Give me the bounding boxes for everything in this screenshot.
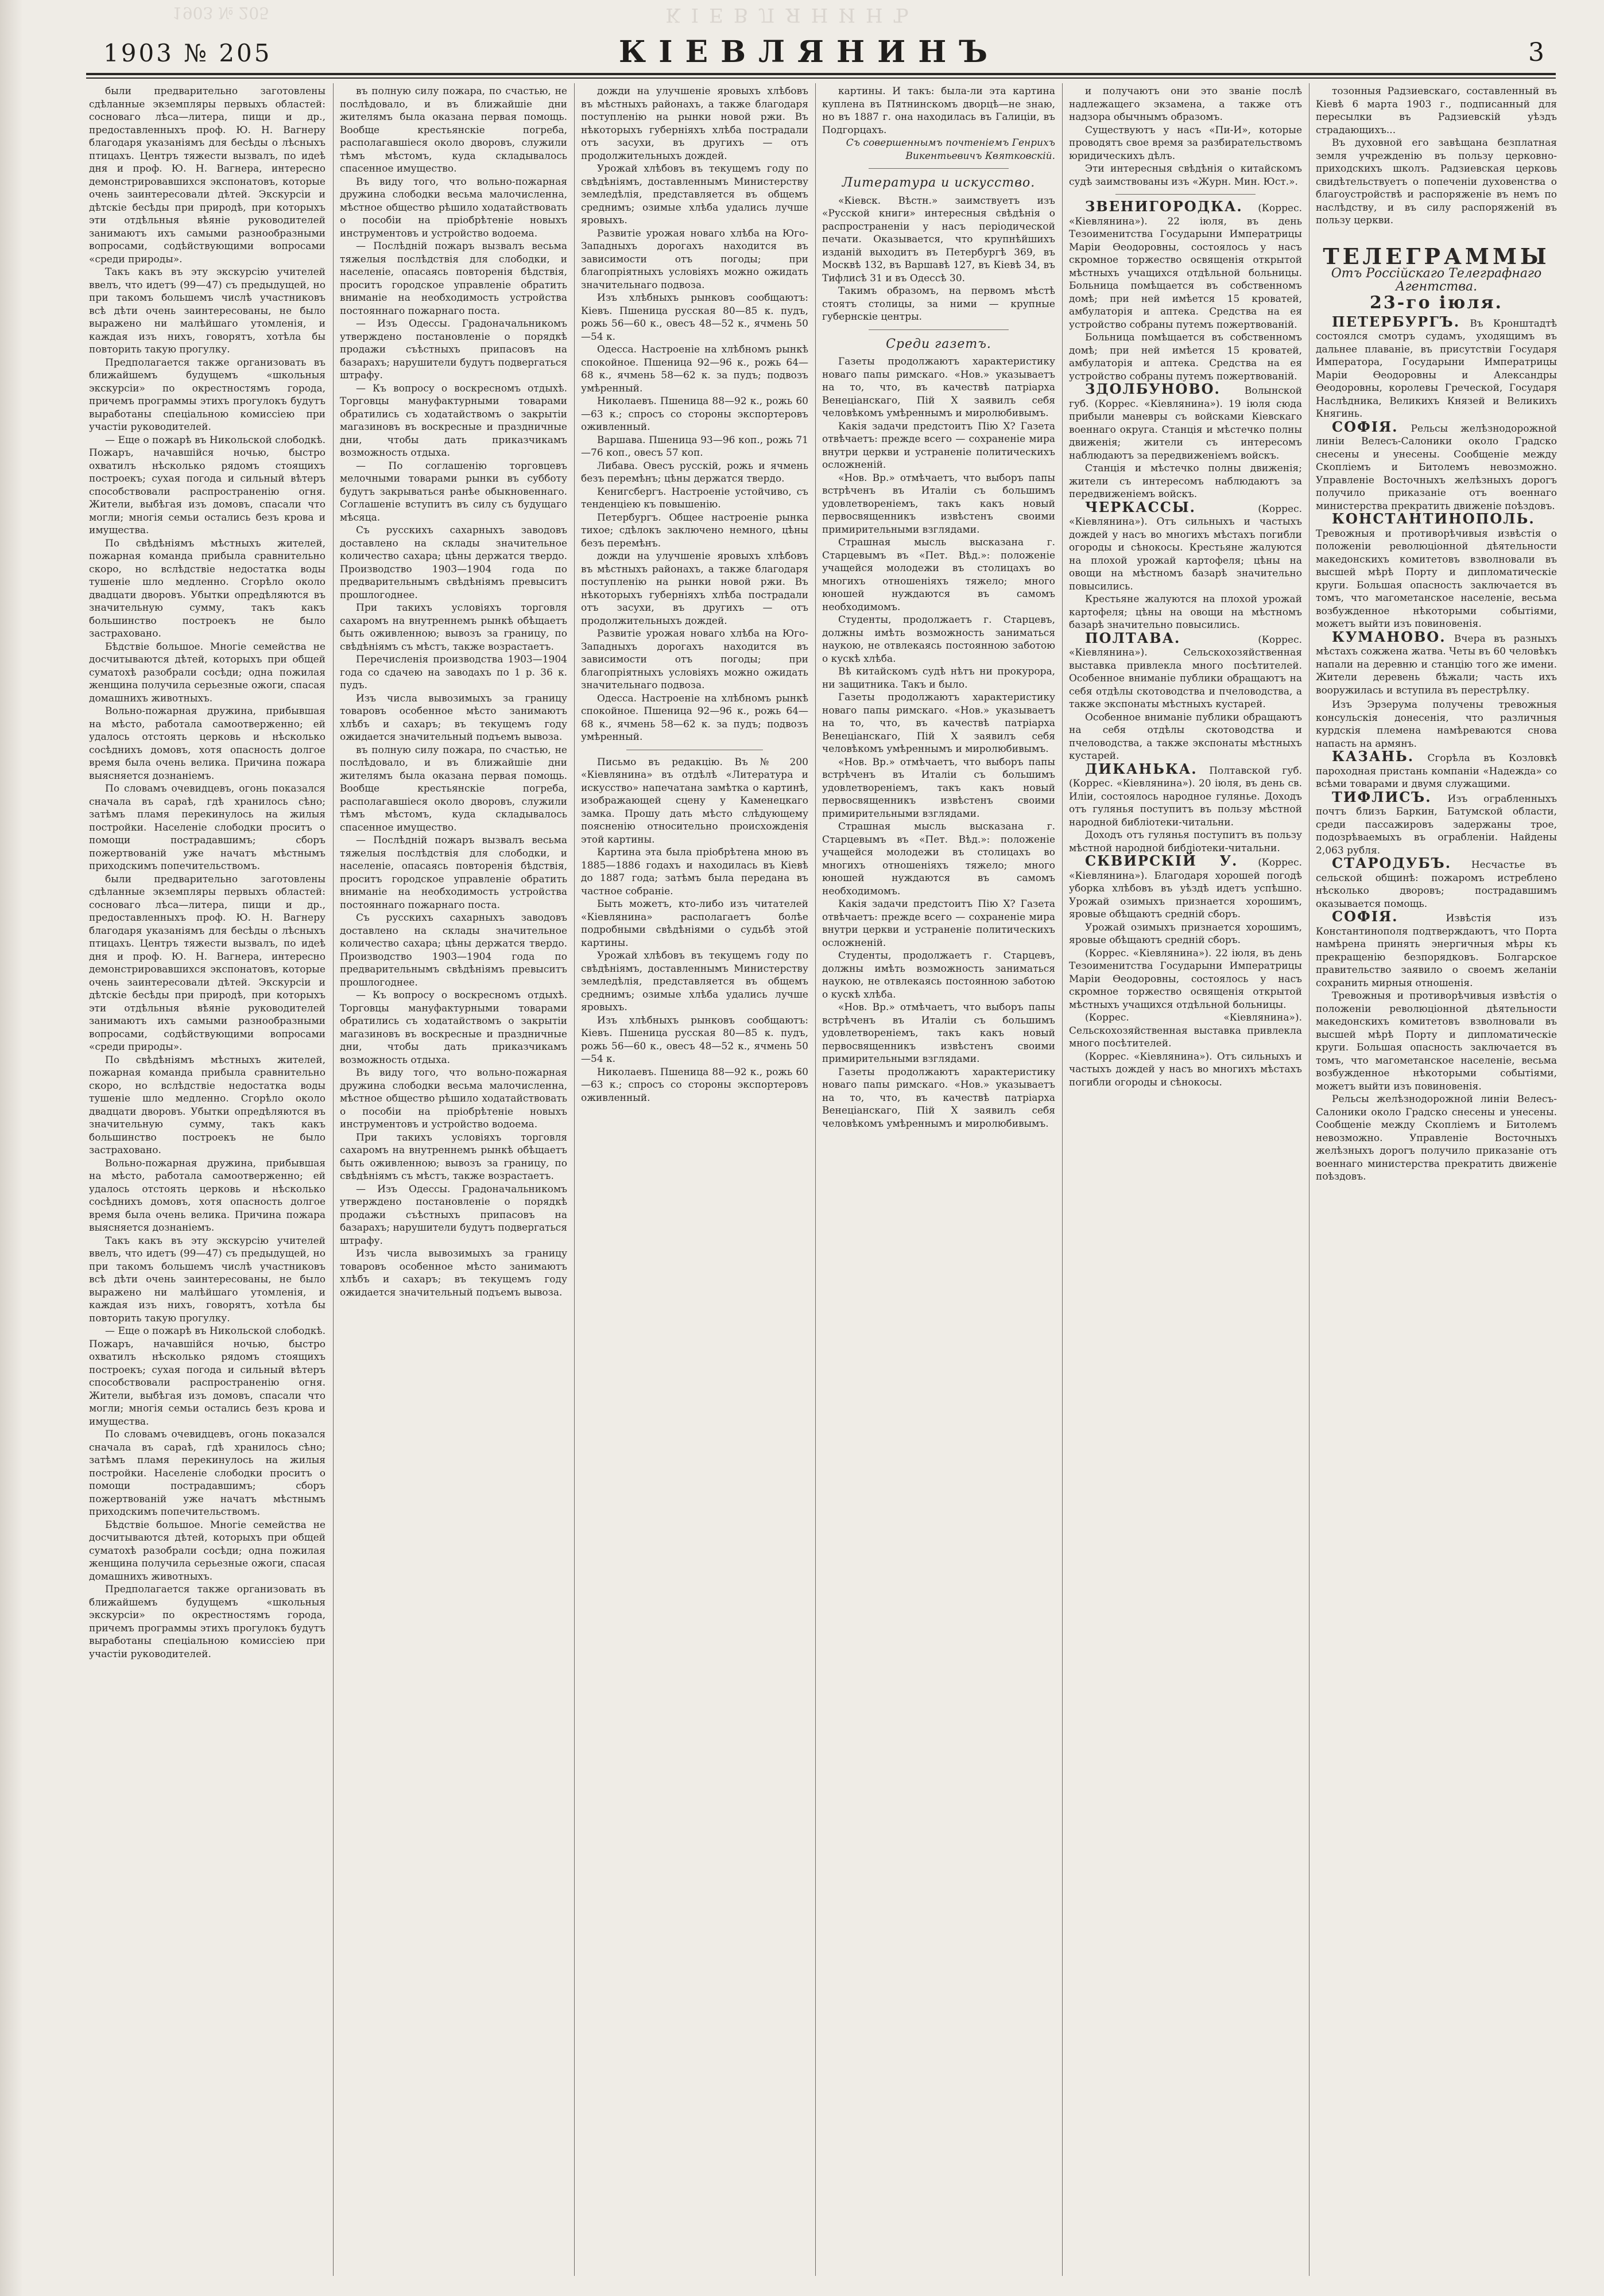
section-separator bbox=[869, 329, 1009, 330]
dispatch-body: Больница помѣщается въ собственномъ домѣ; при ней имѣется 15 кроватей, амбулаторія и аптека. Средства на ея устройство собраны путемъ пожертвованій. bbox=[1069, 280, 1302, 331]
paragraph: Газеты продолжаютъ характеристику новаго папы римскаго. «Нов.» указываетъ на то, что, въ качествѣ патріарха Венеціанскаго, Пій X заявилъ себя человѣкомъ умѣреннымъ и миролюбивымъ. bbox=[822, 356, 1055, 419]
telegram bbox=[1316, 750, 1557, 791]
paragraph: «Нов. Вр.» отмѣчаетъ, что выборъ папы встрѣченъ въ Италіи съ большимъ удовлетвореніемъ, такъ какъ новый первосвященникъ извѣстенъ своими примирительными взглядами. bbox=[822, 1002, 1055, 1065]
paragraph: — Къ вопросу о воскресномъ отдыхѣ. Торговцы мануфактурными товарами обратились съ ходатайствомъ о закрытіи магазиновъ въ воскресные и праздничные дни, чтобы дать приказчикамъ возможность отдыха. bbox=[340, 990, 567, 1066]
telegram-place: КУМАНОВО. bbox=[1332, 628, 1446, 645]
paragraph: — Къ вопросу о воскресномъ отдыхѣ. Торговцы мануфактурными товарами обратились съ ходатайствомъ о закрытіи магазиновъ въ воскресные и праздничные дни, чтобы дать приказчикамъ возможность отдыха. bbox=[340, 382, 567, 459]
telegram-place: СТАРОДУБЪ. bbox=[1332, 855, 1452, 871]
paragraph: Изъ хлѣбныхъ рынковъ сообщаютъ: Кіевъ. Пшеница русская 80—85 к. пудъ, рожь 56—60 к., овесъ 48—52 к., ячмень 50—54 к. bbox=[581, 1014, 808, 1065]
paragraph: Въ духовной его завѣщана безплатная земля учрежденію въ пользу церковно-приходскихъ школъ. Радзиевская церковь свидѣтельствуетъ о попеченіи духовенства о благоустройствѣ и распоряженіе въ немъ по наслѣдству, и въ силу распоряженій въ пользу церкви. bbox=[1316, 137, 1557, 226]
column-4 bbox=[822, 85, 1055, 2266]
section-heading-literature: Литература и искусство. bbox=[842, 176, 1036, 190]
page-edge-shadow bbox=[0, 0, 23, 2296]
header-rule-thin bbox=[86, 77, 1556, 79]
dispatch-place: ЗДОЛБУНОВО. bbox=[1085, 381, 1221, 397]
paragraph: Съ русскихъ сахарныхъ заводовъ доставлено на склады значительное количество сахара; цѣны держатся твердо. Производство 1903—1904 года по предварительнымъ свѣдѣніямъ превыситъ прошлогоднее. bbox=[340, 525, 567, 601]
paragraph: — Послѣдній пожаръ вызвалъ весьма тяжелыя послѣдствія для слободки, и населеніе, опасаясь повторенія бѣдствія, проситъ городское управленіе обратить вниманіе на необходимость устройства постояннаго пожарнаго поста. bbox=[340, 241, 567, 317]
header-rule bbox=[86, 73, 1556, 75]
dispatch bbox=[1069, 629, 1302, 711]
paragraph: Какія задачи предстоитъ Пію X? Газета отвѣчаетъ: прежде всего — сохраненіе мира внутри церкви и устраненіе политическихъ осложненій. bbox=[822, 420, 1055, 471]
dispatch-place: СКВИРСКІЙ У. bbox=[1085, 852, 1238, 869]
paragraph: Николаевъ. Пшеница 88—92 к., рожь 60—63 к.; спросъ со стороны экспортеровъ оживленный. bbox=[581, 395, 808, 433]
paragraph: «Нов. Вр.» отмѣчаетъ, что выборъ папы встрѣченъ въ Италіи съ большимъ удовлетвореніемъ, такъ какъ новый первосвященникъ извѣстенъ своими примирительными взглядами. bbox=[822, 756, 1055, 820]
paragraph: были предварительно заготовлены сдѣланные экземпляры первыхъ областей: сосноваго лѣса—литера, пищи и др., предоставленныхъ проф. Ю. Н. Вагнеру благодаря указаніямъ для бесѣды о лѣсныхъ птицахъ. Центръ тяжести вызвалъ, по идеѣ дня и проф. Ю. Н. Вагнера, интересно демонстрировавшихся экспонатовъ, которые очень заинтересовали дѣтей. Экскурсіи и дѣтскіе бесѣды при природѣ, при которыхъ эти отдѣльныя вѣяніе руководителей занимаютъ ихъ самыми разнообразными вопросами, содѣйствующими вопросами «среди природы». bbox=[89, 873, 326, 1053]
paragraph: Студенты, продолжаетъ г. Старцевъ, должны имѣть возможность заниматься наукою, не отвлекаясь постоянною заботою о кускѣ хлѣба. bbox=[822, 614, 1055, 665]
masthead bbox=[63, 34, 1556, 69]
dispatch-body: Станція и мѣстечко полны движенія; жители съ интересомъ наблюдаютъ за передвиженіемъ войскъ. bbox=[1069, 424, 1302, 461]
paragraph: тозонныя Радзиевскаго, составленный въ Кіевѣ 6 марта 1903 г., подписанный для пересылки въ Радзиевскій уѣздъ страдающихъ... bbox=[1316, 86, 1557, 136]
paragraph: Бѣдствіе большое. Многіе семейства не досчитываются дѣтей, которыхъ при общей суматохѣ разобрали сосѣди; одна пожилая женщина получила серьезные ожоги, спасая домашнихъ животныхъ. bbox=[89, 1519, 326, 1583]
column-divider bbox=[1062, 83, 1063, 2276]
telegram-text: Сгорѣла въ Козловкѣ пароходная пристань компаніи «Надежда» со всѣми товарами и двумя служащими. bbox=[1316, 753, 1557, 790]
paragraph: По словамъ очевидцевъ, огонь показался сначала въ сараѣ, гдѣ хранилось сѣно; затѣмъ пламя перекинулось на жилыя постройки. Населеніе слободки проситъ о помощи пострадавшимъ; сборъ пожертвованій уже начатъ мѣстнымъ приходскимъ попечительствомъ. bbox=[89, 1429, 326, 1518]
paragraph: дожди на улучшеніе яровыхъ хлѣбовъ въ мѣстныхъ районахъ, а также благодаря поступленію на рынки новой ржи. Въ нѣкоторыхъ губерніяхъ хлѣба пострадали отъ засухи, въ другихъ — отъ продолжительныхъ дождей. bbox=[581, 550, 808, 627]
paragraph: Съ русскихъ сахарныхъ заводовъ доставлено на склады значительное количество сахара; цѣны держатся твердо. Производство 1903—1904 года по предварительнымъ свѣдѣніямъ превыситъ прошлогоднее. bbox=[340, 912, 567, 988]
paragraph: По словамъ очевидцевъ, огонь показался сначала въ сараѣ, гдѣ хранилось сѣно; затѣмъ пламя перекинулось на жилыя постройки. Населеніе слободки проситъ о помощи пострадавшимъ; сборъ пожертвованій уже начатъ мѣстнымъ приходскимъ попечительствомъ. bbox=[89, 783, 326, 872]
paragraph: Станція и мѣстечко полны движенія; жители съ интересомъ наблюдаютъ за передвиженіемъ войскъ. bbox=[1069, 463, 1302, 500]
telegram-place: ПЕТЕРБУРГЪ. bbox=[1332, 313, 1460, 330]
dispatch bbox=[1069, 498, 1302, 594]
telegram-text: Въ Кронштадтѣ состоялся смотръ судамъ, уходящимъ въ дальнее плаваніе, въ присутствіи Государя Императора, Государыни Императрицы Маріи Ѳеодоровны и Александры Ѳеодоровны, королевы Греческой, Государя Наслѣдника, Великихъ Князей и Великихъ Княгинь. bbox=[1316, 317, 1557, 420]
paragraph: (Коррес. «Кіевлянина»). 22 іюля, въ день Тезоименитства Государыни Императрицы Маріи Ѳеодоровны, состоялось у насъ скромное торжество освященія открытой мѣстныхъ учащихся отдѣльной больницы. bbox=[1069, 947, 1302, 1011]
telegram bbox=[1316, 510, 1557, 631]
paragraph: (Коррес. «Кіевлянина»). Отъ сильныхъ и частыхъ дождей у насъ во многихъ мѣстахъ погибли огороды и сѣнокосы. bbox=[1069, 1050, 1302, 1088]
section-separator bbox=[1115, 194, 1256, 195]
paragraph: Особенное вниманіе публики обращаютъ на себя отдѣлы скотоводства и пчеловодства, а также экспонаты мѣстныхъ кустарей. bbox=[1069, 711, 1302, 762]
paragraph: въ полную силу пожара, по счастью, не послѣдовало, и въ ближайшіе дни жителямъ была оказана первая помощь. Вообще крестьянскіе погреба, располагавшіеся около дворовъ, служили тѣмъ мѣстомъ, куда складывалось спасенное имущество. bbox=[340, 744, 567, 833]
paragraph: Такъ какъ въ эту экскурсію учителей ввелъ, что идетъ (99—47) съ предыдущей, но при такомъ большемъ числѣ участниковъ всѣ дѣти очень заинтересованы, не было выражено ни малѣйшаго утомленія, и каждая изъ нихъ, говорятъ, хотѣла бы повторить такую прогулку. bbox=[89, 266, 326, 355]
dispatch-body: Урожай озимыхъ признается хорошимъ, яровые обѣщаютъ средній сборъ. bbox=[1069, 895, 1302, 920]
telegrams-heading: ТЕЛЕГРАММЫ bbox=[1323, 243, 1550, 269]
paragraph: Перечисленія производства 1903—1904 года со сдачею на заводахъ по 1 р. 36 к. пудъ. bbox=[340, 654, 567, 691]
telegram-place: ТИФЛИСЪ. bbox=[1332, 788, 1432, 805]
dispatch-place: ПОЛТАВА. bbox=[1085, 629, 1181, 646]
paragraph: (Коррес. «Кіевлянина»). Сельскохозяйственная выставка привлекла много посѣтителей. bbox=[1069, 1012, 1302, 1049]
dispatch-lead: (Коррес. «Кіевлянина»). 22 іюля, въ день Тезоименитства Государыни Императрицы Маріи Ѳеодоровны, состоялось у насъ скромное торжество освященія открытой мѣстныхъ учащихся отдѣльной больницы. bbox=[1069, 203, 1302, 279]
paragraph: — Изъ Одессы. Градоначальникомъ утверждено постановленіе о порядкѣ продажи съѣстныхъ припасовъ на базарахъ; нарушители будутъ подвергаться штрафу. bbox=[340, 1183, 567, 1247]
dispatch-body: Доходъ отъ гулянья поступитъ въ пользу мѣстной народной библіотеки-читальни. bbox=[1069, 790, 1302, 828]
dispatch bbox=[1069, 383, 1302, 462]
dispatch-place: ЗВЕНИГОРОДКА. bbox=[1085, 198, 1243, 215]
telegram-date: 23-го іюля. bbox=[1370, 293, 1503, 313]
paragraph: Рельсы желѣзнодорожной линіи Велесъ-Салоники около Градско снесены и унесены. Сообщеніе между Скопліемъ и Битолемъ невозможно. Управленіе Восточныхъ желѣзныхъ дорогъ получило приказаніе отъ военнаго министерства прекратить движеніе поѣздовъ. bbox=[1316, 1093, 1557, 1182]
paragraph: По свѣдѣніямъ мѣстныхъ жителей, пожарная команда прибыла сравнительно скоро, но вслѣдствіе недостатка воды тушеніе шло медленно. Сгорѣло около двадцати дворовъ. Убытки опредѣляются въ значительную сумму, такъ какъ большинство построекъ не было застраховано. bbox=[89, 537, 326, 639]
paragraph: Кенигсбергъ. Настроеніе устойчиво, съ тенденціею къ повышенію. bbox=[581, 486, 808, 510]
paragraph: Урожай хлѣбовъ въ текущемъ году по свѣдѣніямъ, доставленнымъ Министерству земледѣлія, представляется въ общемъ среднимъ; озимые хлѣба удались лучше яровыхъ. bbox=[581, 950, 808, 1013]
paragraph: По свѣдѣніямъ мѣстныхъ жителей, пожарная команда прибыла сравнительно скоро, но вслѣдствіе недостатка воды тушеніе шло медленно. Сгорѣло около двадцати дворовъ. Убытки опредѣляются въ значительную сумму, такъ какъ большинство построекъ не было застраховано. bbox=[89, 1054, 326, 1156]
column-3 bbox=[581, 85, 808, 2266]
paragraph: Варшава. Пшеница 93—96 коп., рожь 71—76 коп., овесъ 57 коп. bbox=[581, 434, 808, 459]
agency-line: Отъ Россійскаго Телеграфнаго Агентства. bbox=[1331, 266, 1542, 294]
paragraph: Вольно-пожарная дружина, прибывшая на мѣсто, работала самоотверженно; ей удалось отстоять церковь и нѣсколько сосѣднихъ домовъ, хотя опасность долгое время была очень велика. Причина пожара выясняется дознаніемъ. bbox=[89, 705, 326, 782]
telegram bbox=[1316, 697, 1557, 750]
dispatch-lead: Полтавской губ. (Коррес. «Кіевлянина»). 20 іюля, въ день св. Иліи, состоялось народное гулянье. bbox=[1069, 765, 1302, 802]
paragraph: Одесса. Настроеніе на хлѣбномъ рынкѣ спокойное. Пшеница 92—96 к., рожь 64—68 к., ячмень 58—62 к. за пудъ; подвозъ умѣренный. bbox=[581, 692, 808, 743]
letter-paragraph: Быть можетъ, кто-либо изъ читателей «Кіевлянина» располагаетъ болѣе подробными свѣдѣніями о судьбѣ этой картины. bbox=[581, 898, 808, 949]
paragraph: Въ виду того, что вольно-пожарная дружина слободки весьма малочисленна, мѣстное общество рѣшило ходатайствовать о пособіи на пріобрѣтеніе новыхъ инструментовъ и устройство водоема. bbox=[340, 1067, 567, 1130]
dispatch bbox=[1069, 760, 1302, 829]
bleed-through-title: КІЕВЛЯНИНЪ bbox=[665, 3, 919, 26]
telegram-place: СОФІЯ. bbox=[1332, 908, 1398, 925]
paragraph: Крестьяне жалуются на плохой урожай картофеля; цѣны на овощи на мѣстномъ базарѣ значительно повысились. bbox=[1069, 594, 1302, 631]
paragraph: Либава. Овесъ русскій, рожь и ячмень безъ перемѣнъ; цѣны держатся твердо. bbox=[581, 460, 808, 484]
paragraph: были предварительно заготовлены сдѣланные экземпляры первыхъ областей: сосноваго лѣса—литера, пищи и др., предоставленныхъ проф. Ю. Н. Вагнеру благодаря указаніямъ для бесѣды о лѣсныхъ птицахъ. Центръ тяжести вызвалъ, по идеѣ дня и проф. Ю. Н. Вагнера, интересно демонстрировавшихся экспонатовъ, которые очень заинтересовали дѣтей. Экскурсіи и дѣтскіе бесѣды при природѣ, при которыхъ эти отдѣльныя вѣяніе руководителей занимаютъ ихъ самыми разнообразными вопросами, содѣйствующими вопросами «среди природы». bbox=[89, 86, 326, 265]
issue-number: 1903 № 205 bbox=[103, 39, 272, 67]
letter-paragraph: Картина эта была пріобрѣтена мною въ 1885—1886 годахъ и находилась въ Кіевѣ до 1887 года; затѣмъ была передана въ частное собраніе. bbox=[581, 847, 808, 897]
paragraph: — Послѣдній пожаръ вызвалъ весьма тяжелыя послѣдствія для слободки, и населеніе, опасаясь повторенія бѣдствія, проситъ городское управленіе обратить вниманіе на необходимость устройства постояннаго пожарнаго поста. bbox=[340, 835, 567, 911]
paragraph: дожди на улучшеніе яровыхъ хлѣбовъ въ мѣстныхъ районахъ, а также благодаря поступленію на рынки новой ржи. Въ нѣкоторыхъ губерніяхъ хлѣба пострадали отъ засухи, въ другихъ — отъ продолжительныхъ дождей. bbox=[581, 86, 808, 162]
paragraph: — Еще о пожарѣ въ Никольской слободкѣ. Пожаръ, начавшійся ночью, быстро охватилъ нѣсколько рядомъ стоящихъ построекъ; сухая погода и сильный вѣтеръ способствовали распространенію огня. Жители, выбѣгая изъ домовъ, спасали что могли; многія семьи остались безъ крова и имущества. bbox=[89, 434, 326, 536]
paragraph: Вѣ китайскомъ судѣ нѣтъ ни прокурора, ни защитника. Такъ и было. bbox=[822, 666, 1055, 691]
paragraph: Страшная мысль высказана г. Старцевымъ въ «Пет. Вѣд.»: положеніе учащейся молодежи въ столицахъ во многихъ отношеніяхъ тяжело; много юношей нуждаются въ самомъ необходимомъ. bbox=[822, 821, 1055, 897]
paragraph: Одесса. Настроеніе на хлѣбномъ рынкѣ спокойное. Пшеница 92—96 к., рожь 64—68 к., ячмень 58—62 к. за пудъ; подвозъ умѣренный. bbox=[581, 344, 808, 394]
dispatch-lead: (Коррес. «Кіевлянина»). Отъ сильныхъ и частыхъ дождей у насъ во многихъ мѣстахъ погибли огороды и сѣнокосы. bbox=[1069, 503, 1302, 553]
paragraph: Изъ числа вывозимыхъ за границу товаровъ особенное мѣсто занимаютъ хлѣбъ и сахаръ; въ текущемъ году ожидается значительный подъемъ вывоза. bbox=[340, 1248, 567, 1298]
column-1 bbox=[89, 85, 326, 2266]
telegram-text: Вчера въ разныхъ мѣстахъ сожжена жатва. Четы въ 60 человѣкъ напали на деревню и станцію того же имени. Жители деревень бѣжали; часть ихъ вооружилась и вступила въ перестрѣлку. bbox=[1316, 633, 1557, 696]
paragraph: Петербургъ. Общее настроеніе рынка тихое; сдѣлокъ заключено немного, цѣны безъ перемѣнъ. bbox=[581, 511, 808, 549]
paragraph: Студенты, продолжаетъ г. Старцевъ, должны имѣть возможность заниматься наукою, не отвлекаясь постоянною заботою о кускѣ хлѣба. bbox=[822, 950, 1055, 1000]
paragraph: При такихъ условіяхъ торговля сахаромъ на внутреннемъ рынкѣ обѣщаетъ быть оживленною; вывозъ за границу, по свѣдѣніямъ съ мѣстъ, также возрастаетъ. bbox=[340, 1131, 567, 1182]
paragraph: Развитіе урожая новаго хлѣба на Юго-Западныхъ дорогахъ находится въ зависимости отъ погоды; при благопріятныхъ условіяхъ можно ожидать значительнаго подвоза. bbox=[581, 227, 808, 291]
paragraph: Предполагается также организовать въ ближайшемъ будущемъ «школьныя экскурсіи» по окрестностямъ города, причемъ программы этихъ прогулокъ будутъ выработаны спеціальною комиссіею при участіи руководителей. bbox=[89, 1584, 326, 1660]
paragraph: «Кіевск. Вѣстн.» заимствуетъ изъ «Русской книги» интересныя свѣдѣнія о распространеніи у насъ періодической печати. Оказывается, что крупнѣйшихъ изданій выходитъ въ Петербургѣ 369, въ Москвѣ 132, въ Варшавѣ 127, въ Кіевѣ 34, въ Тифлисѣ 31 и въ Одессѣ 30. bbox=[822, 195, 1055, 284]
section-separator bbox=[869, 168, 1009, 169]
paragraph: Больница помѣщается въ собственномъ домѣ; при ней имѣется 15 кроватей, амбулаторія и аптека. Средства на ея устройство собраны путемъ пожертвованій. bbox=[1069, 332, 1302, 382]
telegram-text: Рельсы желѣзнодорожной линіи Велесъ-Салоники около Градско снесены и унесены. Сообщеніе между Скопліемъ и Битолемъ невозможно. Управленіе Восточныхъ желѣзныхъ дорогъ получило приказаніе отъ военнаго министерства прекратить движеніе поѣздовъ. bbox=[1316, 422, 1557, 512]
dispatch-body: Крестьяне жалуются на плохой урожай картофеля; цѣны на овощи на мѣстномъ базарѣ значительно повысились. bbox=[1069, 542, 1302, 592]
dispatch-body: Особенное вниманіе публики обращаютъ на себя отдѣлы скотоводства и пчеловодства, а также экспонаты мѣстныхъ кустарей. bbox=[1069, 673, 1302, 710]
paragraph: — По соглашенію торговцевъ мелочными товарами рынки въ субботу будутъ закрываться ранѣе обыкновеннаго. Соглашеніе вступитъ въ силу съ будущаго мѣсяца. bbox=[340, 460, 567, 523]
paragraph: Урожай озимыхъ признается хорошимъ, яровые обѣщаютъ средній сборъ. bbox=[1069, 921, 1302, 946]
telegram-text: Изъ Эрзерума получены тревожныя консульскія донесенія, что различныя курдскія племена намѣреваются снова напасть на армянъ. bbox=[1316, 699, 1557, 750]
paragraph: Бѣдствіе большое. Многіе семейства не досчитываются дѣтей, которыхъ при общей суматохѣ разобрали сосѣди; одна пожилая женщина получила серьезные ожоги, спасая домашнихъ животныхъ. bbox=[89, 641, 326, 704]
paragraph: Газеты продолжаютъ характеристику новаго папы римскаго. «Нов.» указываетъ на то, что, въ качествѣ патріарха Венеціанскаго, Пій X заявилъ себя человѣкомъ умѣреннымъ и миролюбивымъ. bbox=[822, 1066, 1055, 1130]
dispatch-lead: Волынской губ. (Коррес. «Кіевлянина»). 19 іюля сюда прибыли маневры съ войсками Кіевскаго военнаго округа. bbox=[1069, 385, 1302, 436]
dispatch-place: ЧЕРКАССЫ. bbox=[1085, 498, 1196, 515]
paragraph: Развитіе урожая новаго хлѣба на Юго-Западныхъ дорогахъ находится въ зависимости отъ погоды; при благопріятныхъ условіяхъ можно ожидать значительнаго подвоза. bbox=[581, 628, 808, 691]
page-number: 3 bbox=[1528, 38, 1544, 67]
paragraph: При такихъ условіяхъ торговля сахаромъ на внутреннемъ рынкѣ обѣщаетъ быть оживленною; вывозъ за границу, по свѣдѣніямъ съ мѣстъ, также возрастаетъ. bbox=[340, 602, 567, 653]
section-heading-press: Среди газетъ. bbox=[886, 336, 991, 351]
telegram-place: КАЗАНЬ. bbox=[1332, 748, 1415, 765]
paragraph: Изъ числа вывозимыхъ за границу товаровъ особенное мѣсто занимаютъ хлѣбъ и сахаръ; въ текущемъ году ожидается значительный подъемъ вывоза. bbox=[340, 692, 567, 743]
telegram-place: КОНСТАНТИНОПОЛЬ. bbox=[1332, 510, 1535, 527]
dispatch-lead: (Коррес. «Кіевлянина»). Сельскохозяйственная выставка привлекла много посѣтителей. bbox=[1069, 634, 1302, 672]
column-5 bbox=[1069, 85, 1302, 2266]
dispatch-place: ДИКАНЬКА. bbox=[1085, 760, 1198, 777]
dispatch bbox=[1069, 852, 1302, 921]
telegram-place: СОФІЯ. bbox=[1332, 418, 1398, 435]
telegram-text: Несчастье въ сельской общинѣ: пожаромъ истреблено нѣсколько дворовъ; пострадавшимъ оказывается помощь. bbox=[1316, 859, 1557, 910]
paragraph: Такъ какъ въ эту экскурсію учителей ввелъ, что идетъ (99—47) съ предыдущей, но при такомъ большемъ числѣ участниковъ всѣ дѣти очень заинтересованы, не было выражено ни малѣйшаго утомленія, и каждая изъ нихъ, говорятъ, хотѣла бы повторить такую прогулку. bbox=[89, 1235, 326, 1324]
column-6 bbox=[1316, 85, 1557, 2266]
paragraph: — Изъ Одессы. Градоначальникомъ утверждено постановленіе о порядкѣ продажи съѣстныхъ припасовъ на базарахъ; нарушители будутъ подвергаться штрафу. bbox=[340, 318, 567, 381]
dispatch bbox=[1069, 200, 1302, 331]
paragraph: картины. И такъ: была-ли эта картина куплена въ Пятнинскомъ дворцѣ—не знаю, но въ 1887 г. она находилась въ Галиціи, въ Подгорцахъ. bbox=[822, 86, 1055, 136]
paragraph: Эти интересныя свѣдѣнія о китайскомъ судѣ заимствованы изъ «Журн. Мин. Юст.». bbox=[1069, 163, 1302, 188]
telegram bbox=[1316, 418, 1557, 513]
paragraph: Страшная мысль высказана г. Старцевымъ въ «Пет. Вѣд.»: положеніе учащейся молодежи въ столицахъ во многихъ отношеніяхъ тяжело; много юношей нуждаются въ самомъ необходимомъ. bbox=[822, 537, 1055, 613]
paragraph: «Нов. Вр.» отмѣчаетъ, что выборъ папы встрѣченъ въ Италіи съ большимъ удовлетвореніемъ, такъ какъ новый первосвященникъ извѣстенъ своими примирительными взглядами. bbox=[822, 472, 1055, 536]
telegram-text: Извѣстія изъ Константинополя подтверждаютъ, что Порта намѣрена принять энергичныя мѣры къ прекращенію безпорядковъ. Болгарское правительство заявило о своемъ желаніи сохранить мирныя отношенія. bbox=[1316, 913, 1557, 989]
paragraph: Николаевъ. Пшеница 88—92 к., рожь 60—63 к.; спросъ со стороны экспортеровъ оживленный. bbox=[581, 1066, 808, 1104]
telegram-text: Тревожныя и противорѣчивыя извѣстія о положеніи революціонной дѣятельности македонскихъ комитетовъ взволновали въ высшей мѣрѣ Порту и дипломатическіе круги. Большая опасность заключается въ томъ, что магометанское населеніе, весьма возбужденное нѣкоторыми событіями, можетъ выйти изъ повиновенія. bbox=[1316, 528, 1557, 630]
paragraph: въ полную силу пожара, по счастью, не послѣдовало, и въ ближайшіе дни жителямъ была оказана первая помощь. Вообще крестьянскіе погреба, располагавшіеся около дворовъ, служили тѣмъ мѣстомъ, куда складывалось спасенное имущество. bbox=[340, 86, 567, 174]
paragraph: Тревожныя и противорѣчивыя извѣстія о положеніи революціонной дѣятельности македонскихъ комитетовъ взволновали въ высшей мѣрѣ Порту и дипломатическіе круги. Большая опасность заключается въ томъ, что магометанское населеніе, весьма возбужденное нѣкоторыми событіями, можетъ выйти изъ повиновенія. bbox=[1316, 990, 1557, 1092]
telegram bbox=[1316, 788, 1557, 858]
paragraph: Доходъ отъ гулянья поступитъ въ пользу мѣстной народной библіотеки-читальни. bbox=[1069, 829, 1302, 854]
paragraph: Въ виду того, что вольно-пожарная дружина слободки весьма малочисленна, мѣстное общество рѣшило ходатайствовать о пособіи на пріобрѣтеніе новыхъ инструментовъ и устройство водоема. bbox=[340, 176, 567, 239]
paragraph: Урожай хлѣбовъ въ текущемъ году по свѣдѣніямъ, доставленнымъ Министерству земледѣлія, представляется въ общемъ среднимъ; озимые хлѣба удались лучше яровыхъ. bbox=[581, 163, 808, 226]
column-divider bbox=[333, 83, 334, 2276]
telegram bbox=[1316, 857, 1557, 910]
column-2 bbox=[340, 85, 567, 2266]
newspaper-title: КІЕВЛЯНИНЪ bbox=[618, 34, 1001, 69]
paragraph: Изъ хлѣбныхъ рынковъ сообщаютъ: Кіевъ. Пшеница русская 80—85 к. пудъ, рожь 56—60 к., овесъ 48—52 к., ячмень 50—54 к. bbox=[581, 292, 808, 343]
paragraph: и получаютъ они это званіе послѣ надлежащего экзамена, а также отъ надзора обычнымъ образомъ. bbox=[1069, 86, 1302, 123]
letter-paragraph: Письмо въ редакцію. Въ № 200 «Кіевлянина» въ отдѣлѣ «Литература и искусство» напечатана замѣтка о картинѣ, изображающей сцену у Каменецкаго замка. Прошу дать мѣсто слѣдующему поясненію относительно происхожденія этой картины. bbox=[581, 756, 808, 846]
paragraph: Такимъ образомъ, на первомъ мѣстѣ стоятъ столицы, за ними — крупные губернскіе центры. bbox=[822, 285, 1055, 323]
telegram bbox=[1316, 628, 1557, 697]
paragraph: Какія задачи предстоитъ Пію X? Газета отвѣчаетъ: прежде всего — сохраненіе мира внутри церкви и устраненіе политическихъ осложненій. bbox=[822, 898, 1055, 949]
telegram-text: Изъ ограбленныхъ почтъ близъ Баркин, Батумской области, среди пассажировъ задержаны трое, подозрѣваемыхъ въ ограбленіи. Найдены 2,063 рубля. bbox=[1316, 793, 1557, 856]
bleed-through-issue: 1903 № 205 bbox=[172, 3, 269, 22]
telegram bbox=[1316, 910, 1557, 990]
paragraph: — Еще о пожарѣ въ Никольской слободкѣ. Пожаръ, начавшійся ночью, быстро охватилъ нѣсколько рядомъ стоящихъ построекъ; сухая погода и сильный вѣтеръ способствовали распространенію огня. Жители, выбѣгая изъ домовъ, спасали что могли; многія семьи остались безъ крова и имущества. bbox=[89, 1325, 326, 1428]
column-divider bbox=[815, 83, 816, 2276]
dispatch-lead: (Коррес. «Кіевлянина»). Благодаря хорошей погодѣ уборка хлѣбовъ въ уѣздѣ идетъ успѣшно. bbox=[1069, 857, 1302, 894]
paragraph: Газеты продолжаютъ характеристику новаго папы римскаго. «Нов.» указываетъ на то, что, въ качествѣ патріарха Венеціанскаго, Пій X заявилъ себя человѣкомъ умѣреннымъ и миролюбивымъ. bbox=[822, 692, 1055, 755]
signature: Съ совершеннымъ почтеніемъ Генрихъ Викентьевичъ Квятковскій. bbox=[846, 137, 1055, 162]
paragraph: Существуютъ у насъ «Пи-И», которые проводятъ свое время за разбирательствомъ юридическихъ дѣлъ. bbox=[1069, 124, 1302, 162]
telegram bbox=[1316, 313, 1557, 421]
paragraph: Вольно-пожарная дружина, прибывшая на мѣсто, работала самоотверженно; ей удалось отстоять церковь и нѣсколько сосѣднихъ домовъ, хотя опасность долгое время была очень велика. Причина пожара выясняется дознаніемъ. bbox=[89, 1157, 326, 1234]
column-divider bbox=[574, 83, 575, 2276]
paragraph: Предполагается также организовать въ ближайшемъ будущемъ «школьныя экскурсіи» по окрестностямъ города, причемъ программы этихъ прогулокъ будутъ выработаны спеціальною комиссіею при участіи руководителей. bbox=[89, 356, 326, 433]
